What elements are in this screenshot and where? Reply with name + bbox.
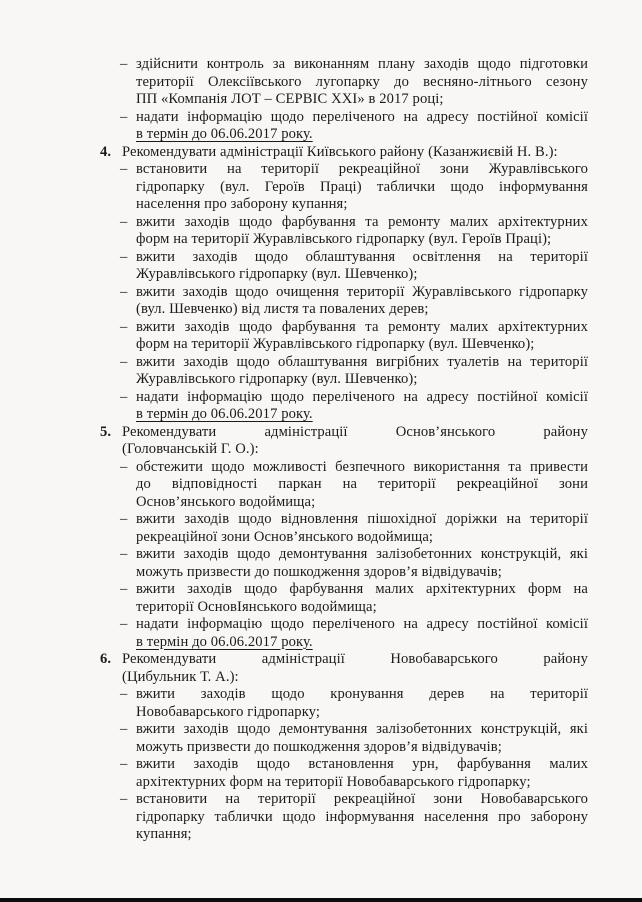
list-item — [100, 56, 588, 109]
dash-bullet-icon: – — [120, 686, 128, 702]
text-line: вжити заходів щодо встановлення урн, фарбування малих — [136, 756, 588, 772]
list-item — [100, 686, 588, 721]
section-header — [100, 651, 588, 686]
text-line: встановити на території рекреаційної зони Журавлівського — [136, 161, 588, 177]
paragraph — [136, 319, 588, 354]
text-line: форм на території Журавлівського гідропарку (вул. Героїв Праці); — [136, 231, 552, 247]
paragraph — [136, 616, 588, 651]
paragraph — [136, 161, 588, 214]
paragraph — [136, 389, 588, 424]
text-line: Рекомендувати адміністрації Основ’янського району — [122, 423, 588, 440]
text-line: території Олексіївського лугопарку до весняно-літнього сезону — [136, 73, 588, 90]
text-line: вжити заходів щодо облаштування вигрібних туалетів на території — [136, 353, 588, 370]
list-item — [100, 756, 588, 791]
dash-bullet-icon: – — [120, 581, 128, 597]
paragraph — [136, 756, 588, 791]
text-line: вжити заходів щодо відновлення пішохідної доріжки на території — [136, 511, 588, 527]
list-item — [100, 389, 588, 424]
paragraph — [122, 651, 588, 686]
text-line: гідропарку (вул. Героїв Праці) таблички щодо інформування — [136, 178, 588, 195]
paragraph — [136, 581, 588, 616]
text-line: купання; — [136, 826, 192, 842]
list-item — [100, 109, 588, 144]
dash-bullet-icon: – — [120, 56, 128, 72]
dash-bullet-icon: – — [120, 546, 128, 562]
text-line: до відповідності паркан на території рекреаційної зони — [136, 476, 588, 492]
text-line: (Цибульник Т. А.): — [122, 668, 239, 685]
list-item — [100, 511, 588, 546]
paragraph — [136, 214, 588, 249]
section-number: 6. — [100, 651, 112, 667]
paragraph — [136, 721, 588, 756]
text-line: здійснити контроль за виконанням плану заходів щодо підготовки — [136, 56, 588, 72]
text-line: архітектурних форм на території Новобаварського гідропарку; — [136, 773, 531, 790]
paragraph — [136, 511, 588, 546]
dash-bullet-icon: – — [120, 161, 128, 177]
paragraph — [136, 56, 588, 109]
dash-bullet-icon: – — [120, 756, 128, 772]
text-line: Новобаварського гідропарку; — [136, 703, 321, 720]
text-line: вжити заходів щодо демонтування залізобетонних конструкцій, які — [136, 546, 588, 562]
text-line: надати інформацію щодо переліченого на адресу постійної комісії — [136, 108, 588, 125]
text-line: вжити заходів щодо кронування дерев на території — [136, 686, 588, 702]
text-line: рекреаційної зони Основ’янського водоймища; — [136, 528, 434, 545]
underlined-deadline-text: в термін до 06.06.2017 року. — [136, 126, 313, 142]
paragraph — [136, 284, 588, 319]
scan-bottom-border — [0, 898, 642, 902]
text-line: Рекомендувати адміністрації Київського району (Казанжиєвій Н. В.): — [122, 143, 558, 160]
dash-bullet-icon: – — [120, 108, 128, 125]
text-line: Рекомендувати адміністрації Новобаварського району — [122, 651, 588, 667]
text-line: населення про заборону купання; — [136, 196, 348, 212]
deadline-line — [136, 406, 588, 424]
paragraph — [136, 686, 588, 721]
text-line: встановити на території рекреаційної зони Новобаварського — [136, 791, 588, 807]
text-line: вжити заходів щодо очищення території Журавлівського гідропарку — [136, 283, 588, 300]
list-item — [100, 546, 588, 581]
paragraph — [136, 459, 588, 512]
text-line: вжити заходів щодо демонтування залізобетонних конструкцій, які — [136, 721, 588, 737]
list-item — [100, 459, 588, 512]
dash-bullet-icon: – — [120, 511, 128, 527]
list-item — [100, 354, 588, 389]
dash-bullet-icon: – — [120, 353, 128, 370]
list-item — [100, 284, 588, 319]
section-number: 4. — [100, 143, 112, 160]
dash-bullet-icon: – — [120, 213, 128, 230]
dash-bullet-icon: – — [120, 283, 128, 300]
list-item — [100, 319, 588, 354]
paragraph — [136, 249, 588, 284]
text-line: Журавлівського гідропарку (вул. Шевченко); — [136, 371, 418, 387]
text-line: Основ’янського водоймища; — [136, 493, 316, 510]
text-line: обстежити щодо можливості безпечного використання та привести — [136, 458, 588, 475]
text-line: (Головчанській Г. О.): — [122, 441, 259, 457]
text-line: форм на території Журавлівського гідропарку (вул. Шевченко); — [136, 336, 535, 352]
section-number: 5. — [100, 423, 112, 440]
text-line: можуть призвести до пошкодження здоров’я відвідувачів; — [136, 738, 502, 755]
dash-bullet-icon: – — [120, 616, 128, 632]
dash-bullet-icon: – — [120, 791, 128, 807]
dash-bullet-icon: – — [120, 721, 128, 737]
text-line: надати інформацію щодо переліченого на адресу постійної комісії — [136, 388, 588, 405]
text-line: Журавлівського гідропарку (вул. Шевченко); — [136, 266, 418, 282]
paragraph — [136, 546, 588, 581]
list-item — [100, 161, 588, 214]
list-item — [100, 249, 588, 284]
list-item — [100, 791, 588, 844]
paragraph — [122, 424, 588, 459]
paragraph — [136, 791, 588, 844]
text-line: надати інформацію щодо переліченого на адресу постійної комісії — [136, 616, 588, 632]
document-body — [100, 56, 588, 844]
dash-bullet-icon: – — [120, 318, 128, 335]
list-item — [100, 721, 588, 756]
list-item — [100, 581, 588, 616]
list-item — [100, 214, 588, 249]
underlined-deadline-text: в термін до 06.06.2017 року. — [136, 633, 313, 650]
dash-bullet-icon: – — [120, 388, 128, 405]
text-line: (вул. Шевченко) від листя та повалених дерев; — [136, 301, 429, 317]
deadline-line — [136, 126, 588, 144]
section-header — [100, 144, 588, 162]
paragraph — [136, 354, 588, 389]
paragraph — [122, 144, 588, 162]
text-line: ПП «Компанія ЛОТ – СЕРВІС ХХІ» в 2017 році; — [136, 91, 444, 107]
text-line: можуть призвести до пошкодження здоров’я відвідувачів; — [136, 563, 502, 580]
paragraph — [136, 109, 588, 144]
dash-bullet-icon: – — [120, 248, 128, 265]
section-header — [100, 424, 588, 459]
text-line: вжити заходів щодо фарбування та ремонту малих архітектурних — [136, 213, 588, 230]
list-item — [100, 616, 588, 651]
text-line: території ОсновІянського водоймища; — [136, 598, 377, 615]
text-line: вжити заходів щодо фарбування малих архітектурних форм на — [136, 581, 588, 597]
text-line: вжити заходів щодо облаштування освітлення на території — [136, 248, 588, 265]
text-line: вжити заходів щодо фарбування та ремонту малих архітектурних — [136, 318, 588, 335]
dash-bullet-icon: – — [120, 458, 128, 475]
text-line: гідропарку таблички щодо інформування населення про заборону — [136, 808, 588, 825]
deadline-line — [136, 634, 588, 652]
underlined-deadline-text: в термін до 06.06.2017 року. — [136, 406, 313, 422]
